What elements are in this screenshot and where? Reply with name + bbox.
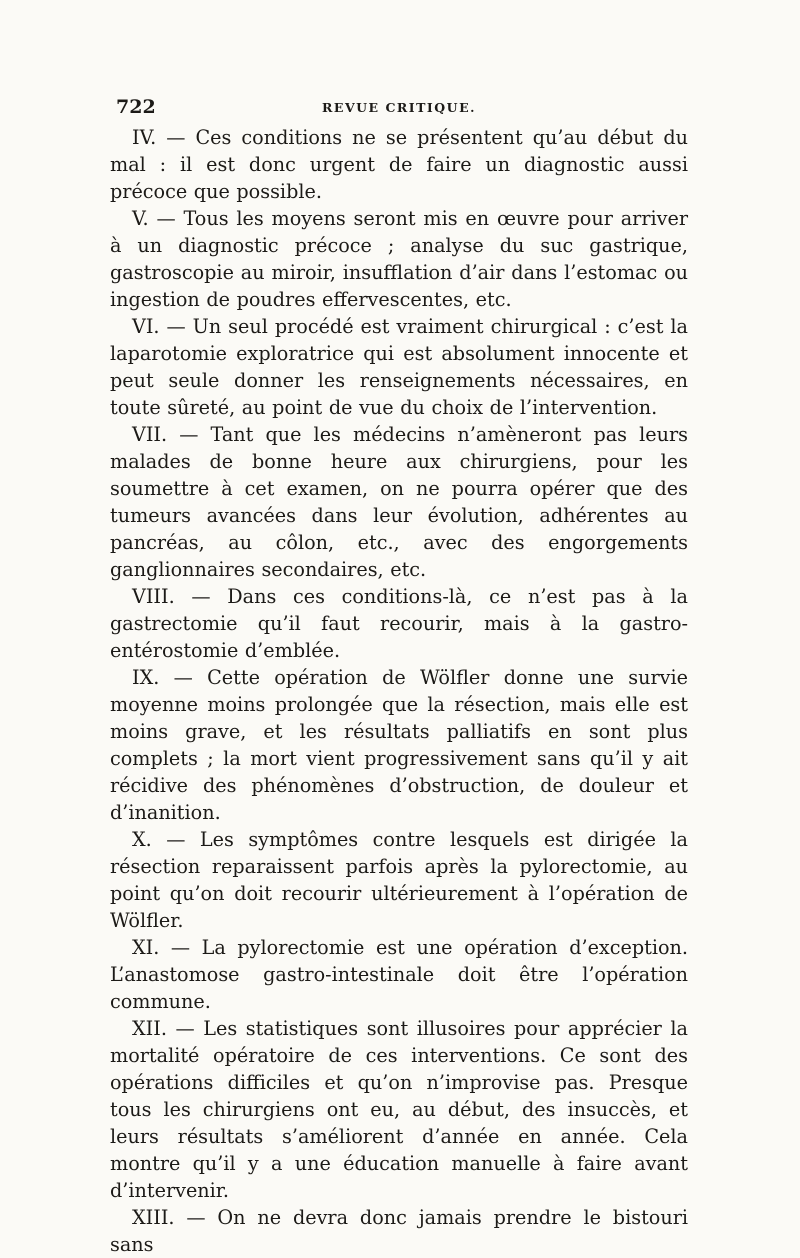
paragraph-vii: VII. — Tant que les médecins n’amèneront pas leurs malades de bonne heure aux chirurgiens, pour les soumettre à cet examen, on ne pourra opérer que des tumeurs avancées dans leur évolution, adhérentes au pancréas, au côlon, etc., avec des engorgements ganglionnaires secondaires, etc.: [110, 423, 688, 581]
paragraph-xii: XII. — Les statistiques sont illusoires pour apprécier la mortalité opératoire de ces interventions. Ce sont des opérations difficiles et qu’on n’improvise pas. Presque tous les chirurgiens ont eu, au début, des insuccès, et leurs résultats s’améliorent d’année en année. Cela montre qu’il y a une éducation manuelle à faire avant d’intervenir.: [110, 1017, 688, 1202]
paragraph-x: X. — Les symptômes contre lesquels est dirigée la résection reparaissent parfois après la pylorectomie, au point qu’on doit recourir ultérieurement à l’opération de Wölfler.: [110, 828, 688, 932]
paragraph-v: V. — Tous les moyens seront mis en œuvre pour arriver à un diagnostic précoce ; analyse du suc gastrique, gastroscopie au miroir, insufflation d’air dans l’estomac ou ingestion de poudres effervescentes, etc.: [110, 207, 688, 311]
paragraph-viii: VIII. — Dans ces conditions-là, ce n’est pas à la gastrectomie qu’il faut recourir, mais à la gastro-entérostomie d’emblée.: [110, 585, 688, 662]
book-page: [110, 96, 688, 1258]
body-text: [110, 124, 688, 1258]
running-head: REVUE CRITIQUE.: [322, 100, 476, 115]
page-header: [110, 96, 688, 124]
paragraph-ix: IX. — Cette opération de Wölfler donne une survie moyenne moins prolongée que la résection, mais elle est moins grave, et les résultats palliatifs en sont plus complets ; la mort vient progressivement sans qu’il y ait récidive des phénomènes d’obstruction, de douleur et d’inanition.: [110, 666, 688, 824]
paragraph-xiii: XIII. — On ne devra donc jamais prendre le bistouri sans: [110, 1206, 688, 1256]
paragraph-xi: XI. — La pylorectomie est une opération d’exception. L’anastomose gastro-intestinale doit être l’opération commune.: [110, 936, 688, 1013]
page-number: 722: [116, 96, 156, 118]
paragraph-iv: IV. — Ces conditions ne se présentent qu’au début du mal : il est donc urgent de faire un diagnostic aussi précoce que possible.: [110, 126, 688, 203]
paragraph-vi: VI. — Un seul procédé est vraiment chirurgical : c’est la laparotomie exploratrice qui est absolument innocente et peut seule donner les renseignements nécessaires, en toute sûreté, au point de vue du choix de l’intervention.: [110, 315, 688, 419]
